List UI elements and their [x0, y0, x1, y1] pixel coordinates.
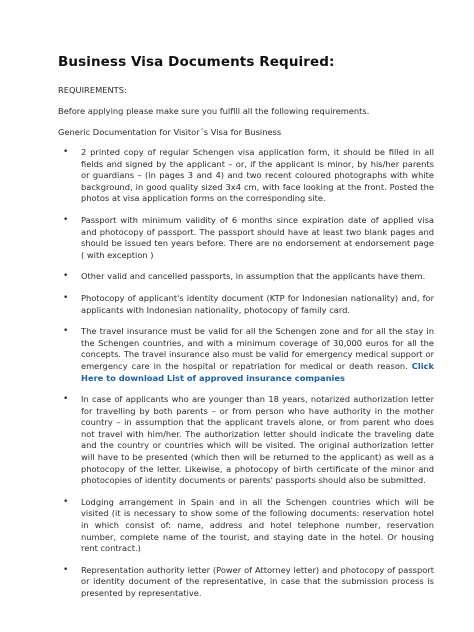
bullet-icon: •: [63, 147, 69, 157]
list-item: [58, 271, 434, 283]
intro-text: Before applying please make sure you fulfill all the following requirements.: [58, 106, 370, 116]
list-item: [58, 565, 434, 600]
subheading: Generic Documentation for Visitor´s Visa for Business: [58, 127, 282, 137]
list-item-text: Other valid and cancelled passports, in assumption that the applicants have them.: [81, 271, 426, 282]
list-item-text: In case of applicants who are younger than 18 years, notarized authorization letter for travelling by both parents – or from person who have authority in the mother country – in assumption that the applicant travels alone, or from parent who does not travel with him/her. The authorization letter should indicate the traveling date and the country or countries which will be visited. The original authorization letter will have to be presented (which then will be returned to the applicant) as well as a photocopy of the letter. Likewise, a photocopy of birth certificate of the minor and photocopies of identity documents or parents' passports should also be submitted.: [81, 394, 434, 486]
list-item: [58, 497, 434, 555]
bullet-icon: •: [63, 214, 69, 225]
list-item: [58, 293, 434, 316]
document-title: Business Visa Documents Required:: [58, 54, 335, 70]
list-item-text: 2 printed copy of regular Schengen visa application form, it should be filled in all fields and signed by the applicant – or, if the applicant is minor, by his/her parents or guardians – (in pages 3 and 4) and two recent coloured photographs with white background, in good quality sized 3x4 cm, with face looking at the front. Posted the photos at visa application forms on the corresponding site.: [81, 147, 434, 204]
bullet-icon: •: [63, 292, 69, 303]
list-item-text: Passport with minimum validity of 6 months since expiration date of applied visa and photocopy of passport. The passport should have at least two blank pages and should be issued ten years before. There are no endorsement at endorsement page ( with exception ): [81, 214, 434, 260]
list-item-text: Photocopy of applicant's identity document (KTP for Indonesian nationality) and, for applicants with Indonesian nationality, photocopy of family card.: [81, 292, 434, 315]
requirements-list: [58, 147, 434, 600]
list-item-text: The travel insurance must be valid for all the Schengen zone and for all the stay in the Schengen countries, and with a minimum coverage of 30,000 euros for all the concepts. The travel insurance also must be valid for emergency medical support or emergency care in the hospital or repatriation for medical or death reason.: [81, 326, 434, 371]
insurance-download-link[interactable]: Click Here to download List of approved insurance companies: [81, 360, 434, 383]
list-item: [58, 147, 434, 205]
list-item-text: Lodging arrangement in Spain and in all the Schengen countries which will be visited (it is necessary to show some of the following documents: reservation hotel in which consist of: name, address and hotel telephone number, reservation number, complete name of the tourist, and staying date in the hotel. Or housing rent contract.): [81, 496, 434, 554]
bullet-icon: •: [63, 394, 69, 405]
requirements-heading: REQUIREMENTS:: [58, 85, 127, 95]
bullet-icon: •: [63, 496, 69, 507]
bullet-icon: •: [63, 271, 69, 282]
bullet-icon: •: [63, 326, 69, 337]
list-item: [58, 215, 434, 261]
list-item: [58, 394, 434, 487]
list-item-text: Representation authority letter (Power of Attorney letter) and photocopy of passport or identity document of the representative, in case that the submission process is presented by representative.: [81, 564, 434, 598]
bullet-icon: •: [63, 564, 69, 575]
list-item: [58, 326, 434, 384]
